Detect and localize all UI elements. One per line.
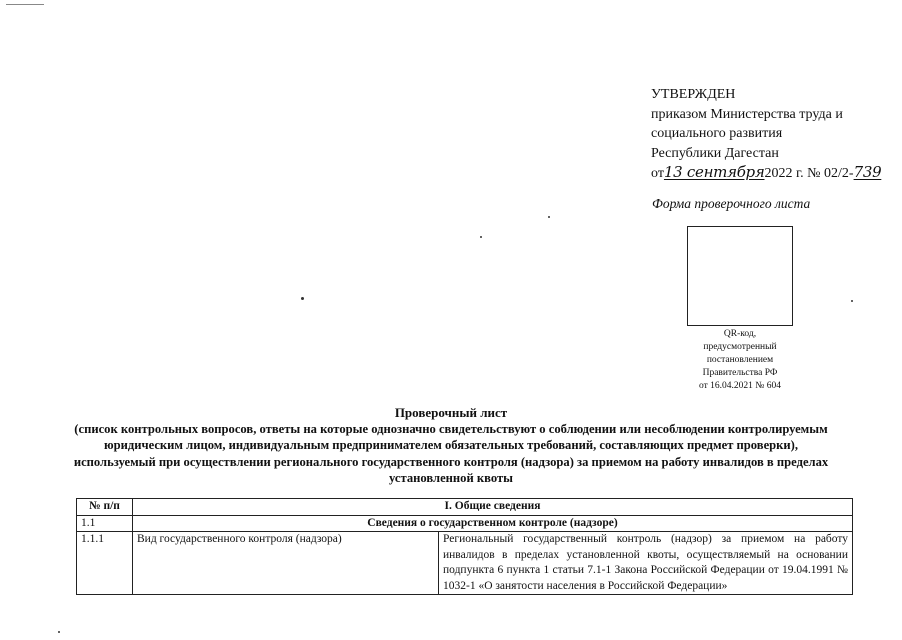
scan-speck: [548, 216, 550, 218]
table-row: [77, 532, 853, 595]
title-subtitle: (список контрольных вопросов, ответы на которые однозначно свидетельствуют о соблюдении или несоблюдении контролируемым юридическим лицом, индивидуальным предпринимателем обязательных требований, составляющих предмет проверки), используемый при осуществлении регионального государственного контроля (надзора) за приемом на работу инвалидов в пределах установленной квоты: [73, 422, 829, 485]
scan-speck: [480, 236, 482, 238]
handwritten-date: 13 сентября: [663, 163, 765, 181]
document-title: [72, 405, 830, 486]
row-number-cell: 1.1.1: [77, 532, 133, 595]
row-number-cell: 1.1: [77, 515, 133, 532]
approval-date-line: [651, 163, 891, 184]
scan-speck: [301, 297, 304, 300]
approval-line-3: Республики Дагестан: [651, 145, 779, 161]
qr-caption-line-2: предусмотренный: [703, 342, 777, 352]
table-header-row: [77, 499, 853, 516]
table-row: [77, 515, 853, 532]
qr-caption-line-4: Правительства РФ: [702, 368, 778, 378]
scan-speck: [851, 300, 853, 302]
title-main: Проверочный лист: [394, 405, 508, 420]
approval-heading: УТВЕРЖДЕН: [651, 87, 736, 102]
qr-caption-line-1: QR-код,: [723, 329, 757, 339]
qr-caption-line-5: от 16.04.2021 № 604: [699, 381, 781, 391]
header-number-cell: № п/п: [77, 499, 133, 516]
qr-caption-line-3: постановлением: [706, 355, 774, 365]
approval-line-1: приказом Министерства труда и: [651, 106, 843, 122]
section-title-cell: I. Общие сведения: [133, 499, 853, 516]
scan-edge-mark: [6, 4, 44, 5]
row-value-cell: Региональный государственный контроль (надзор) за приемом на работу инвалидов в пределах установленной квоты, осуществляемый на основании подпункта 6 пункта 1 статьи 7.1-1 Закона Российской Федерации от 19.04.1991 № 1032-1 «О занятости населения в Российской Федерации»: [439, 532, 853, 595]
date-prefix: от: [651, 166, 664, 181]
approval-stamp: [651, 85, 891, 184]
form-label: Форма проверочного листа: [652, 196, 811, 211]
date-suffix: 2022 г. № 02/2-: [764, 166, 854, 181]
approval-line-2: социального развития: [651, 126, 783, 141]
qr-caption: [668, 328, 812, 393]
handwritten-number: 739: [853, 163, 882, 181]
checklist-table: [76, 498, 853, 595]
row-label-cell: Вид государственного контроля (надзора): [133, 532, 439, 595]
scan-speck: [58, 631, 60, 633]
subsection-title-cell: Сведения о государственном контроле (надзоре): [133, 515, 853, 532]
qr-code-placeholder: [687, 226, 793, 326]
